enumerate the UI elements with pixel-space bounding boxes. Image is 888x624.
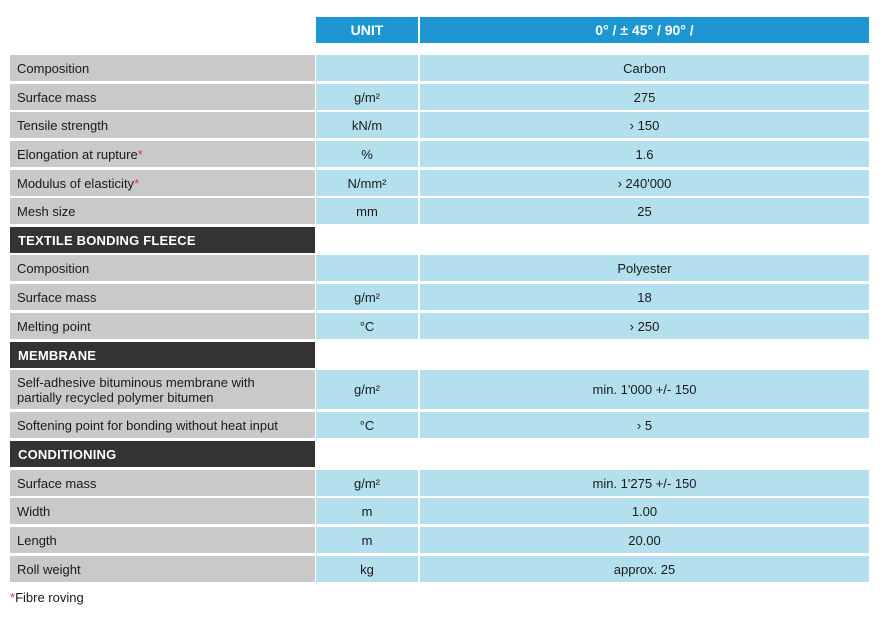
row-label: Softening point for bonding without heat input	[10, 412, 315, 438]
row-unit: g/m²	[316, 470, 418, 496]
row-value: 18	[420, 284, 869, 310]
table-row	[10, 370, 869, 409]
row-unit: N/mm²	[316, 170, 418, 196]
table-row	[10, 55, 869, 81]
row-label: Modulus of elasticity *	[10, 170, 315, 196]
row-unit: kN/m	[316, 112, 418, 138]
row-label: Surface mass	[10, 84, 315, 110]
row-unit: kg	[316, 556, 418, 582]
row-value: 275	[420, 84, 869, 110]
row-label: Surface mass	[10, 470, 315, 496]
table-row	[10, 284, 869, 310]
row-unit: m	[316, 498, 418, 524]
row-unit: m	[316, 527, 418, 553]
row-value: › 5	[420, 412, 869, 438]
row-label: Length	[10, 527, 315, 553]
row-label: Mesh size	[10, 198, 315, 224]
row-value: › 240'000	[420, 170, 869, 196]
row-label: Surface mass	[10, 284, 315, 310]
row-unit: %	[316, 141, 418, 167]
row-label: Composition	[10, 55, 315, 81]
table-row	[10, 412, 869, 438]
row-label: Tensile strength	[10, 112, 315, 138]
row-value: › 150	[420, 112, 869, 138]
row-unit	[316, 255, 418, 281]
table-row	[10, 470, 869, 496]
row-value: › 250	[420, 313, 869, 339]
row-value: approx. 25	[420, 556, 869, 582]
section-header-fleece: TEXTILE BONDING FLEECE	[10, 227, 315, 253]
section-header-membrane: MEMBRANE	[10, 342, 315, 368]
table-row	[10, 170, 869, 196]
row-label: Roll weight	[10, 556, 315, 582]
table-row	[10, 498, 869, 524]
row-unit	[316, 55, 418, 81]
row-unit: g/m²	[316, 84, 418, 110]
table-row	[10, 556, 869, 582]
table-row	[10, 112, 869, 138]
table-row	[10, 313, 869, 339]
row-value: min. 1'275 +/- 150	[420, 470, 869, 496]
table-row	[10, 198, 869, 224]
row-value: 1.6	[420, 141, 869, 167]
footnote: *Fibre roving	[10, 590, 84, 605]
row-unit: g/m²	[316, 370, 418, 409]
row-unit: °C	[316, 313, 418, 339]
row-value: 1.00	[420, 498, 869, 524]
row-value: Carbon	[420, 55, 869, 81]
row-unit: g/m²	[316, 284, 418, 310]
row-label: Composition	[10, 255, 315, 281]
row-label: Elongation at rupture *	[10, 141, 315, 167]
table-row	[10, 141, 869, 167]
row-unit: °C	[316, 412, 418, 438]
row-value: Polyester	[420, 255, 869, 281]
table-row	[10, 527, 869, 553]
row-unit: mm	[316, 198, 418, 224]
section-header-conditioning: CONDITIONING	[10, 441, 315, 467]
row-label: Melting point	[10, 313, 315, 339]
row-label: Width	[10, 498, 315, 524]
unit-column-header: UNIT	[316, 17, 418, 43]
table-row	[10, 255, 869, 281]
row-label: Self-adhesive bituminous membrane with partially recycled polymer bitumen	[10, 370, 315, 409]
row-value: min. 1'000 +/- 150	[420, 370, 869, 409]
row-value: 25	[420, 198, 869, 224]
orientation-column-header: 0° / ± 45° / 90° /	[420, 17, 869, 43]
table-row	[10, 84, 869, 110]
row-value: 20.00	[420, 527, 869, 553]
